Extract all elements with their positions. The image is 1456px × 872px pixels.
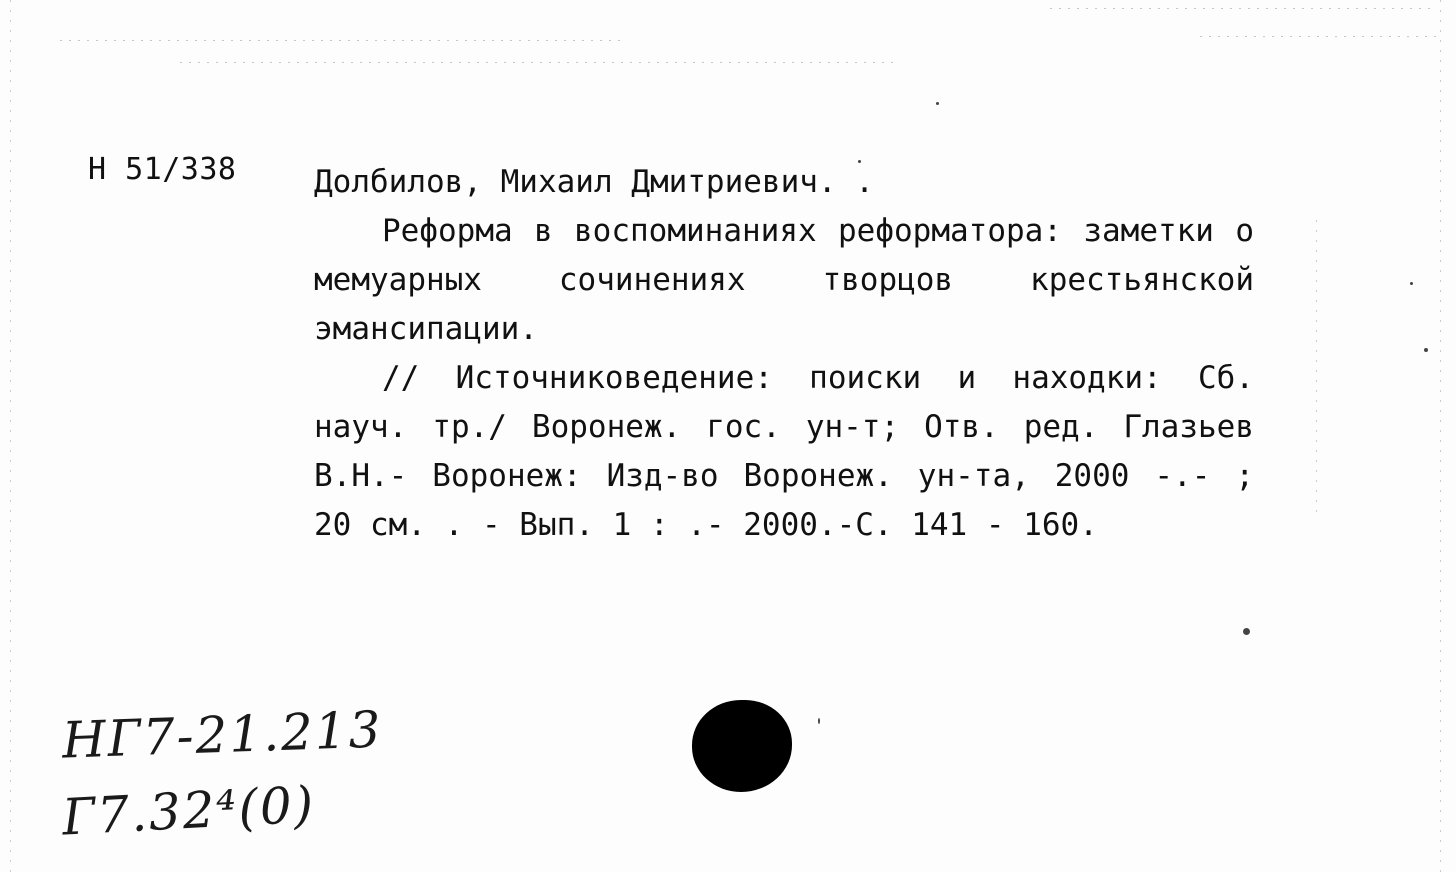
ink-speck [936, 102, 939, 105]
bibliographic-entry [314, 158, 1254, 550]
scan-noise [1440, 0, 1441, 872]
handwritten-classification: Г7.32⁴(0) [60, 775, 317, 847]
scan-noise [10, 0, 11, 872]
scan-noise [180, 62, 900, 63]
ink-speck [1243, 628, 1250, 635]
author-heading: Долбилов, Михаил Дмитриевич. . [314, 164, 874, 200]
scan-noise [1200, 36, 1440, 37]
work-title: Реформа в воспоминаниях реформатора: заметки о мемуарных сочинениях творцов крестьянской эмансипации. [314, 213, 1254, 347]
scan-noise [60, 40, 620, 41]
scan-noise [1050, 8, 1430, 9]
ink-speck [1424, 348, 1428, 352]
card-punch-hole [692, 700, 792, 792]
call-number: Н 51/338 [88, 152, 237, 187]
scan-noise [1316, 220, 1317, 520]
ink-speck [1410, 282, 1413, 285]
handwritten-shelfmark: НГ7-21.213 [61, 700, 384, 770]
source-description: // Источниковедение: поиски и находки: Сб. науч. тр./ Воронеж. гос. ун-т; Отв. ред. Глазьев В.Н.- Воронеж: Изд-во Воронеж. ун-та, 2000 -.- ; 20 см. . - Вып. 1 : .- 2000.-С. 141 - 160. [314, 360, 1254, 543]
ink-speck [818, 718, 820, 724]
